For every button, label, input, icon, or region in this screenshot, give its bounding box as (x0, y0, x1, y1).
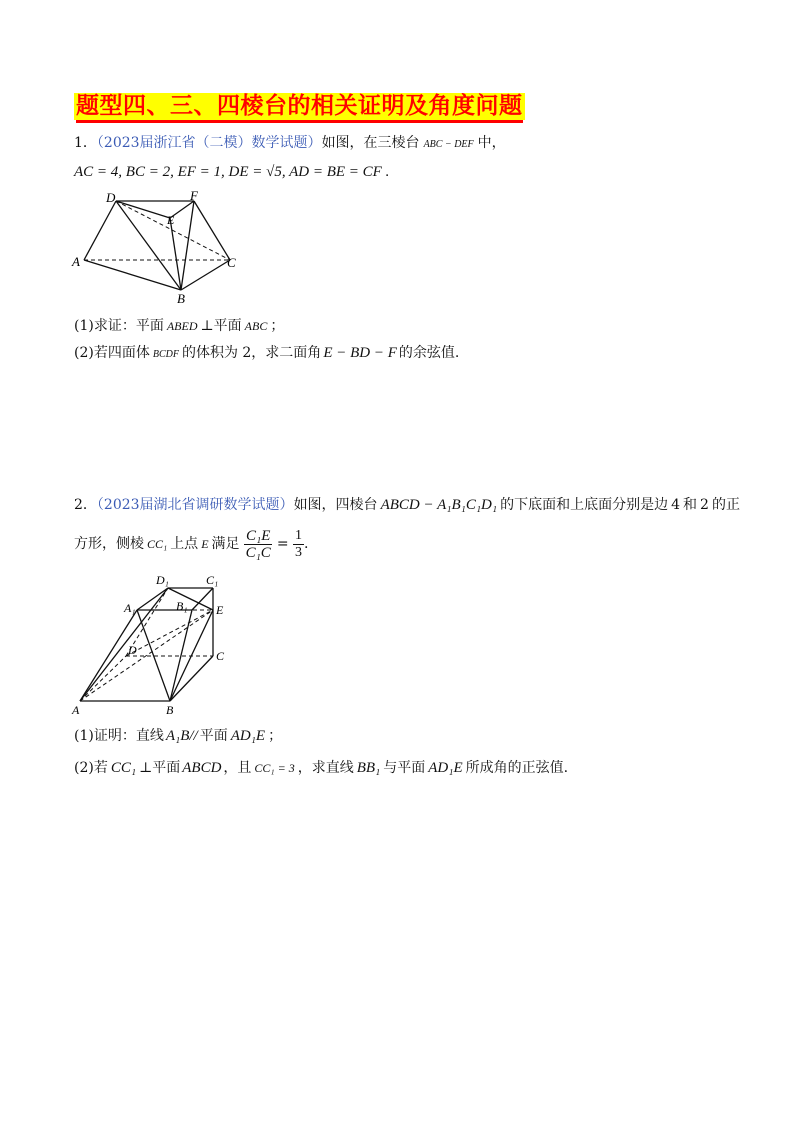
fig1-label-f: F (190, 188, 198, 203)
fig2-label-d: D (128, 643, 137, 657)
problem2-part1 (74, 727, 282, 745)
fig2-label-c: C (216, 649, 225, 663)
problem2-point: E (201, 537, 209, 551)
problem2-source: （2023届湖北省调研数学试题） (96, 497, 294, 513)
problem2-eq: = (276, 536, 289, 552)
problem1-conditions-line (74, 163, 389, 181)
problem1-part1-plane1: ABED (166, 319, 198, 333)
problem2-part2-plane2: AD₁E (428, 760, 463, 776)
problem2-frac-num: C₁E (245, 527, 271, 544)
problem2-part2-cond1: CC₁ (110, 760, 137, 776)
problem1-source: （2023届浙江省（二模）数学试题） (96, 135, 322, 151)
problem2-part1-mid: 平面 (199, 728, 228, 744)
problem1-intro (74, 134, 506, 154)
fig1-label-b: B (177, 291, 185, 306)
problem2-number: 2． (74, 497, 97, 513)
problem2-line2-end: . (304, 536, 309, 552)
problem1-frustum-name: ABC − DEF (423, 139, 474, 150)
problem1-figure (70, 188, 250, 308)
problem2-intro-text: 如图，四棱台 (293, 497, 378, 513)
problem1-conditions: AC = 4, BC = 2, EF = 1, DE = √5, AD = BE = CF . (74, 164, 390, 180)
problem2-line2-b: 上点 (170, 536, 199, 552)
problem2-side-4: 4 (671, 497, 681, 513)
problem2-rhs-fraction (293, 528, 304, 561)
fig2-label-d1: D₁ (156, 573, 169, 587)
problem2-intro-b: 的下底面和上底面分别是边 (500, 497, 669, 513)
problem1-part2 (74, 344, 459, 364)
problem2-line2 (74, 526, 308, 562)
problem1-part2-end: 的余弦值. (398, 345, 460, 361)
problem1-part1 (74, 317, 284, 335)
problem2-rhs-den: 3 (295, 544, 303, 560)
problem2-rhs-num: 1 (295, 527, 303, 543)
problem2-part2-ask: ，求直线 (297, 760, 354, 776)
problem2-ratio-fraction (244, 528, 272, 561)
problem2-part1-line: A₁B// (165, 728, 198, 744)
problem2-part1-plane: AD₁E (230, 728, 266, 744)
problem1-part1-mid: ⊥平面 (200, 318, 242, 334)
problem1-part2-mid: 的体积为 2，求二面角 (181, 345, 322, 361)
problem1-part1-end: ； (270, 318, 285, 334)
fig1-label-e: E (167, 213, 175, 227)
problem1-part2-prefix: (2)若四面体 (74, 345, 150, 361)
problem2-part2-cond2: CC₁ = 3 (254, 761, 295, 775)
problem2-figure (70, 568, 240, 718)
problem1-part1-plane2: ABC (244, 319, 268, 333)
problem2-part2-end: 所成角的正弦值. (465, 760, 569, 776)
problem1-intro-text: 如图，在三棱台 (321, 135, 420, 151)
fig2-label-b1: B₁ (176, 599, 188, 613)
problem1-number: 1． (74, 135, 97, 151)
problem2-edge: CC₁ (147, 537, 168, 551)
problem1-part2-angle: E − BD − F (323, 345, 397, 361)
fig2-label-a1: A₁ (124, 601, 136, 615)
problem1-intro-end: 中， (477, 135, 506, 151)
problem2-part2-plane: ABCD (182, 760, 222, 776)
section-heading: 题型四、三、四棱台的相关证明及角度问题 (76, 93, 523, 123)
problem2-line2-c: 满足 (211, 536, 240, 552)
problem2-part2-line: BB₁ (356, 760, 381, 776)
problem2-intro-d: 和 (683, 497, 698, 513)
fig2-label-b: B (166, 703, 174, 717)
fig2-label-c1: C₁ (206, 573, 219, 587)
problem2-side-2: 2 (700, 497, 709, 513)
problem2-line2-a: 方形，侧棱 (74, 536, 144, 552)
fig2-label-e: E (216, 603, 224, 617)
problem2-part2-and: ，且 (223, 760, 252, 776)
problem2-frac-den: C₁C (245, 544, 271, 561)
fig1-label-a: A (72, 254, 80, 269)
problem2-part2-perp: ⊥平面 (139, 760, 181, 776)
fig1-label-d: D (106, 190, 116, 205)
problem2-part1-end: ； (268, 728, 283, 744)
fig1-label-c: C (227, 255, 236, 270)
problem2-part2-prefix: (2)若 (74, 760, 108, 776)
problem2-part1-prefix: (1)证明：直线 (74, 728, 164, 744)
problem2-part2 (74, 759, 568, 777)
problem2-part2-with: 与平面 (383, 760, 426, 776)
problem2-frustum-name: ABCD − A₁B₁C₁D₁ (380, 497, 498, 513)
fig2-label-a: A (72, 703, 80, 717)
problem2-intro-f: 的正 (711, 497, 740, 513)
section-heading-highlight (74, 93, 525, 120)
problem2-intro (74, 496, 740, 514)
problem1-part1-prefix: (1)求证：平面 (74, 318, 164, 334)
problem1-part2-solid: BCDF (152, 349, 179, 360)
